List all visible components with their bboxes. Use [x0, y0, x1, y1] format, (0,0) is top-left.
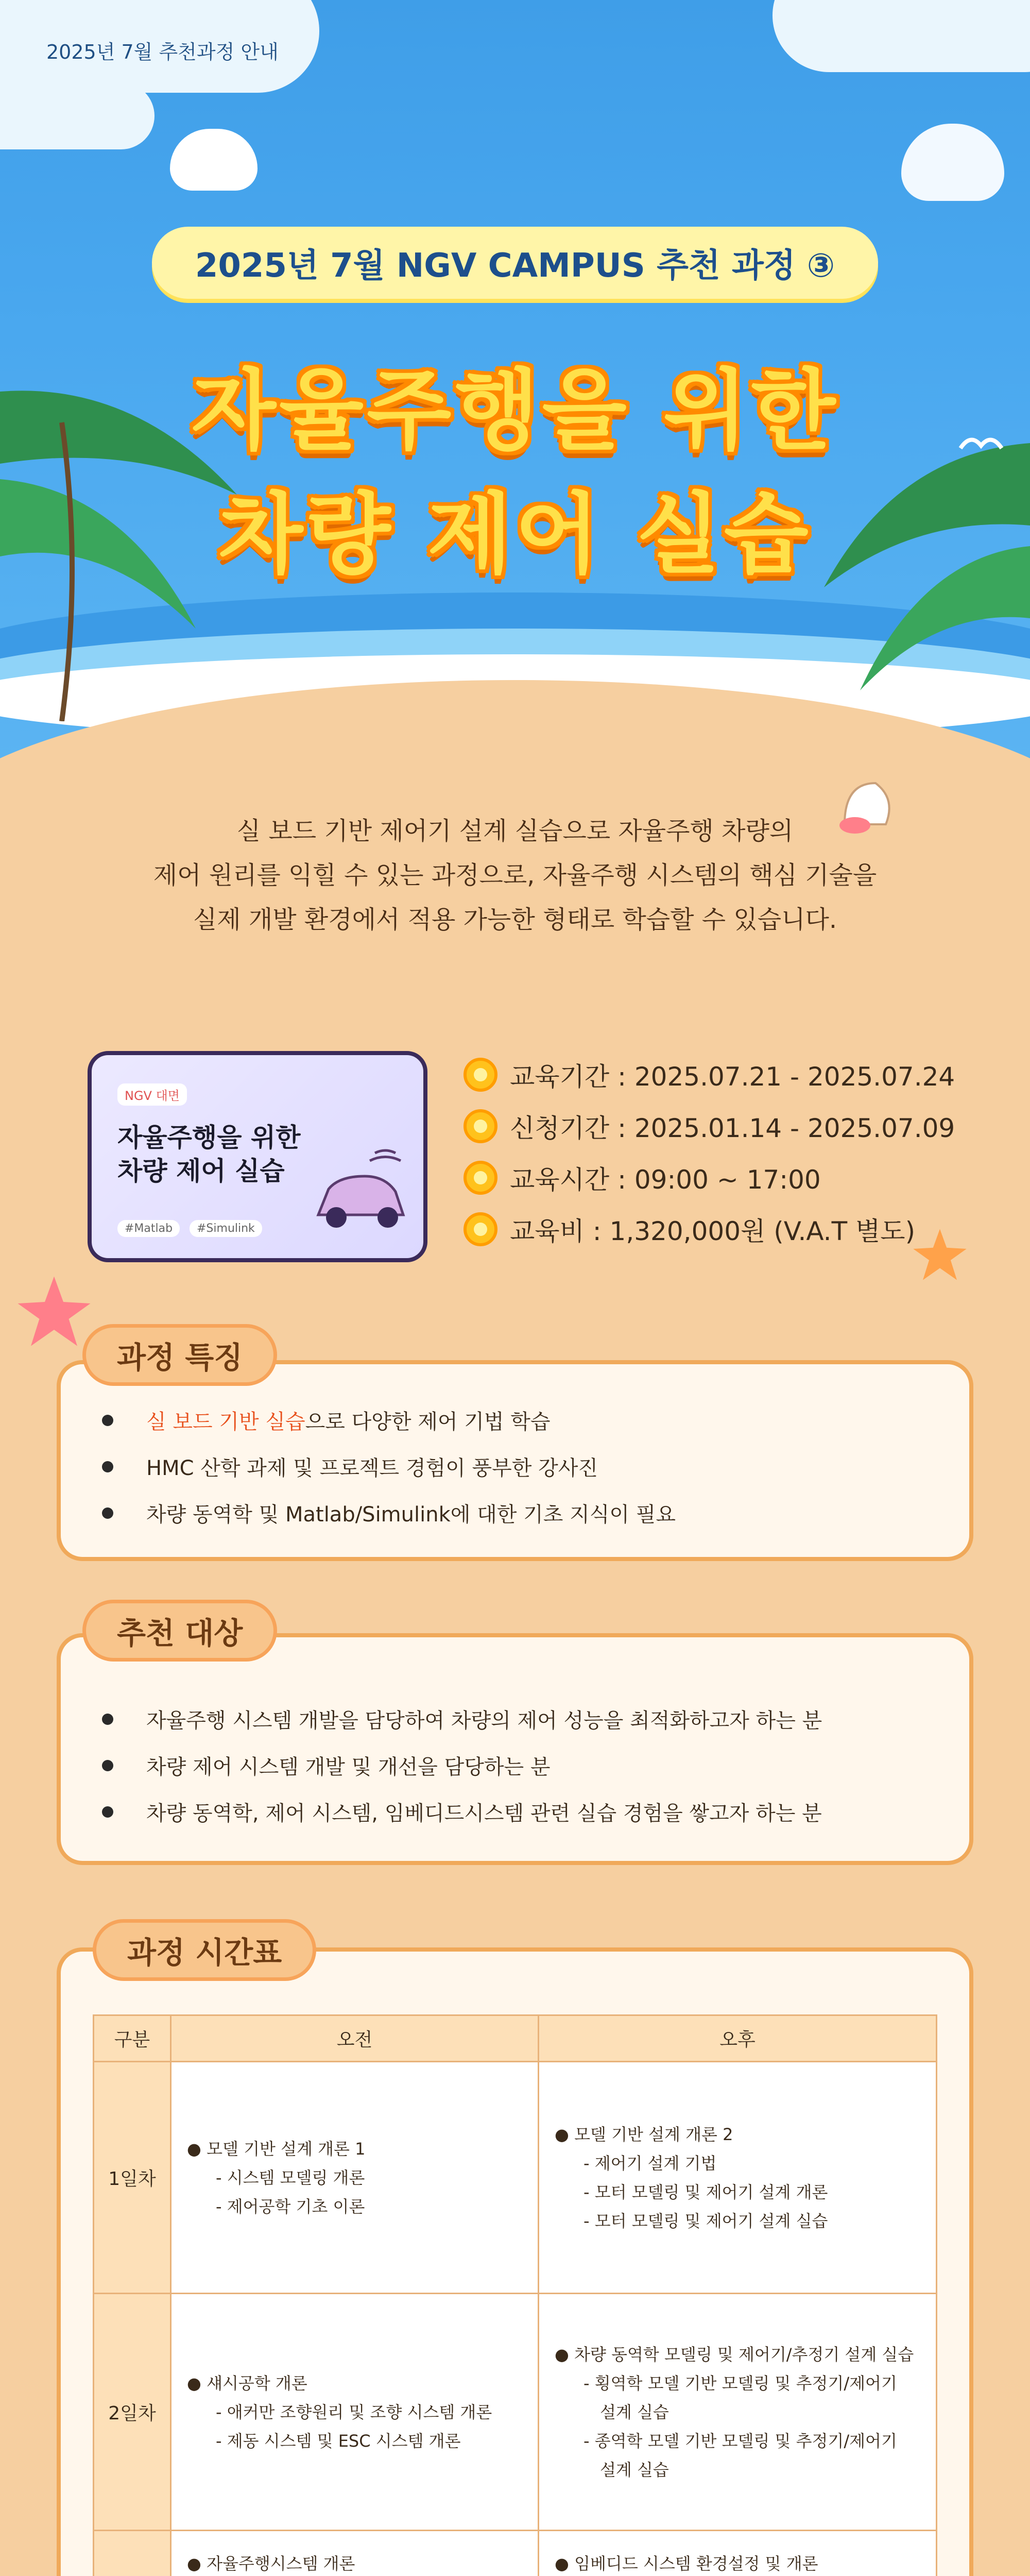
morning-cell	[171, 2294, 539, 2531]
mochi-character-right	[901, 124, 1004, 201]
session-title: ● 차량 동역학 모델링 및 제어기/추정기 설계 실습	[555, 2344, 914, 2364]
target-title: 추천 대상	[82, 1600, 277, 1662]
column-header: 오후	[539, 2015, 937, 2062]
starfish-icon	[906, 1226, 973, 1283]
course-thumbnail	[88, 1051, 427, 1262]
info-text: 교육기간 : 2025.07.21 - 2025.07.24	[510, 1062, 955, 1092]
table-row	[94, 2294, 937, 2531]
sun-icon	[464, 1161, 497, 1195]
info-text: 교육시간 : 09:00 ~ 17:00	[510, 1165, 821, 1195]
day-cell: 1일차	[94, 2062, 171, 2294]
morning-cell	[171, 2531, 539, 2576]
sun-icon	[464, 1212, 497, 1246]
bullet-icon	[102, 1714, 113, 1725]
session-topic: - 제어공학 기초 이론	[216, 2196, 365, 2216]
table-header-row	[94, 2015, 937, 2062]
course-card-title-1: 자율주행을 위한	[117, 1123, 301, 1153]
session-topic: - 모터 모델링 및 제어기 설계 개론	[583, 2182, 828, 2202]
features-title: 과정 특징	[82, 1324, 277, 1386]
session-topic: - 제동 시스템 및 ESC 시스템 개론	[216, 2431, 461, 2451]
target-text: 자율주행 시스템 개발을 담당하여 차량의 제어 성능을 최적화하고자 하는 분	[146, 1709, 822, 1733]
bullet-icon	[102, 1415, 113, 1426]
page-title-line2: 차량 제어 실습	[218, 484, 812, 586]
sun-icon	[464, 1058, 497, 1092]
day-cell: 2일차	[94, 2294, 171, 2531]
feature-highlight: 실 보드 기반 실습	[146, 1410, 305, 1434]
features-section	[57, 1360, 973, 1561]
info-period	[464, 1056, 955, 1093]
session-topic: 설계 실습	[600, 2460, 669, 2480]
table-row	[94, 2062, 937, 2294]
session-topic: - 애커만 조향원리 및 조향 시스템 개론	[216, 2402, 492, 2422]
afternoon-cell	[539, 2062, 937, 2294]
session-title: ● 임베디드 시스템 환경설정 및 개론	[555, 2553, 818, 2573]
intro-text	[0, 809, 1030, 942]
session-title: ● 모델 기반 설계 개론 1	[187, 2139, 366, 2159]
bullet-icon	[102, 1461, 113, 1472]
hashtag: #Matlab	[117, 1220, 180, 1237]
info-fee	[464, 1211, 915, 1248]
session-topic: - 종역학 모델 기반 모델링 및 추정기/제어기	[583, 2431, 897, 2451]
session-title: ● 섀시공학 개론	[187, 2373, 307, 2393]
day-cell	[94, 2531, 171, 2576]
target-text: 차량 동역학, 제어 시스템, 임베디드시스템 관련 실습 경험을 쌓고자 하는 분	[146, 1802, 822, 1825]
course-card-title-2: 차량 제어 실습	[117, 1156, 285, 1186]
recommend-course-pill: 2025년 7월 NGV CAMPUS 추천 과정 ③	[152, 227, 878, 299]
course-tag: NGV 대면	[117, 1083, 187, 1106]
info-text: 신청기간 : 2025.01.14 - 2025.07.09	[510, 1113, 955, 1143]
intro-line: 실제 개발 환경에서 적용 가능한 형태로 학습할 수 있습니다.	[193, 905, 837, 934]
car-icon	[308, 1148, 411, 1235]
bullet-icon	[102, 1507, 113, 1519]
morning-cell	[171, 2062, 539, 2294]
target-item	[102, 1704, 822, 1734]
afternoon-cell	[539, 2531, 937, 2576]
hashtag: #Simulink	[190, 1220, 262, 1237]
intro-line: 제어 원리를 익힐 수 있는 과정으로, 자율주행 시스템의 핵심 기술을	[153, 861, 877, 890]
sun-icon	[464, 1109, 497, 1143]
mochi-character-left	[170, 129, 258, 191]
info-text: 교육비 : 1,320,000원 (V.A.T 별도)	[510, 1216, 916, 1246]
table-row	[94, 2531, 937, 2576]
info-time	[464, 1159, 821, 1196]
column-header: 오전	[171, 2015, 539, 2062]
bullet-icon	[102, 1806, 113, 1818]
session-topic: - 모터 모델링 및 제어기 설계 실습	[583, 2211, 828, 2231]
session-topic: - 제어기 설계 기법	[583, 2153, 717, 2173]
column-header: 구분	[94, 2015, 171, 2062]
schedule-table	[93, 2014, 937, 2576]
bullet-icon	[102, 1760, 113, 1771]
target-text: 차량 제어 시스템 개발 및 개선을 담당하는 분	[146, 1755, 551, 1779]
session-title: ● 자율주행시스템 개론	[187, 2553, 355, 2573]
target-item	[102, 1751, 551, 1780]
session-topic: - 횡역학 모델 기반 모델링 및 추정기/제어기	[583, 2373, 897, 2393]
top-label: 2025년 7월 추천과정 안내	[46, 41, 279, 63]
target-section	[57, 1633, 973, 1865]
page-title-line1: 자율주행을 위한	[191, 360, 839, 462]
session-title: ● 모델 기반 설계 개론 2	[555, 2124, 733, 2144]
afternoon-cell	[539, 2294, 937, 2531]
feature-item	[102, 1452, 598, 1481]
intro-line: 실 보드 기반 제어기 설계 실습으로 자율주행 차량의	[236, 817, 794, 845]
feature-item	[102, 1405, 551, 1435]
starfish-icon	[10, 1273, 98, 1350]
feature-text: 차량 동역학 및 Matlab/Simulink에 대한 기초 지식이 필요	[146, 1503, 676, 1527]
feature-text: HMC 산학 과제 및 프로젝트 경험이 풍부한 강사진	[146, 1456, 598, 1480]
feature-item	[102, 1498, 676, 1528]
schedule-title: 과정 시간표	[93, 1919, 316, 1981]
session-topic: - 시스템 모델링 개론	[216, 2167, 365, 2188]
info-application	[464, 1108, 955, 1145]
target-item	[102, 1797, 822, 1826]
feature-text: 으로 다양한 제어 기법 학습	[305, 1410, 551, 1434]
session-topic: 설계 실습	[600, 2402, 669, 2422]
